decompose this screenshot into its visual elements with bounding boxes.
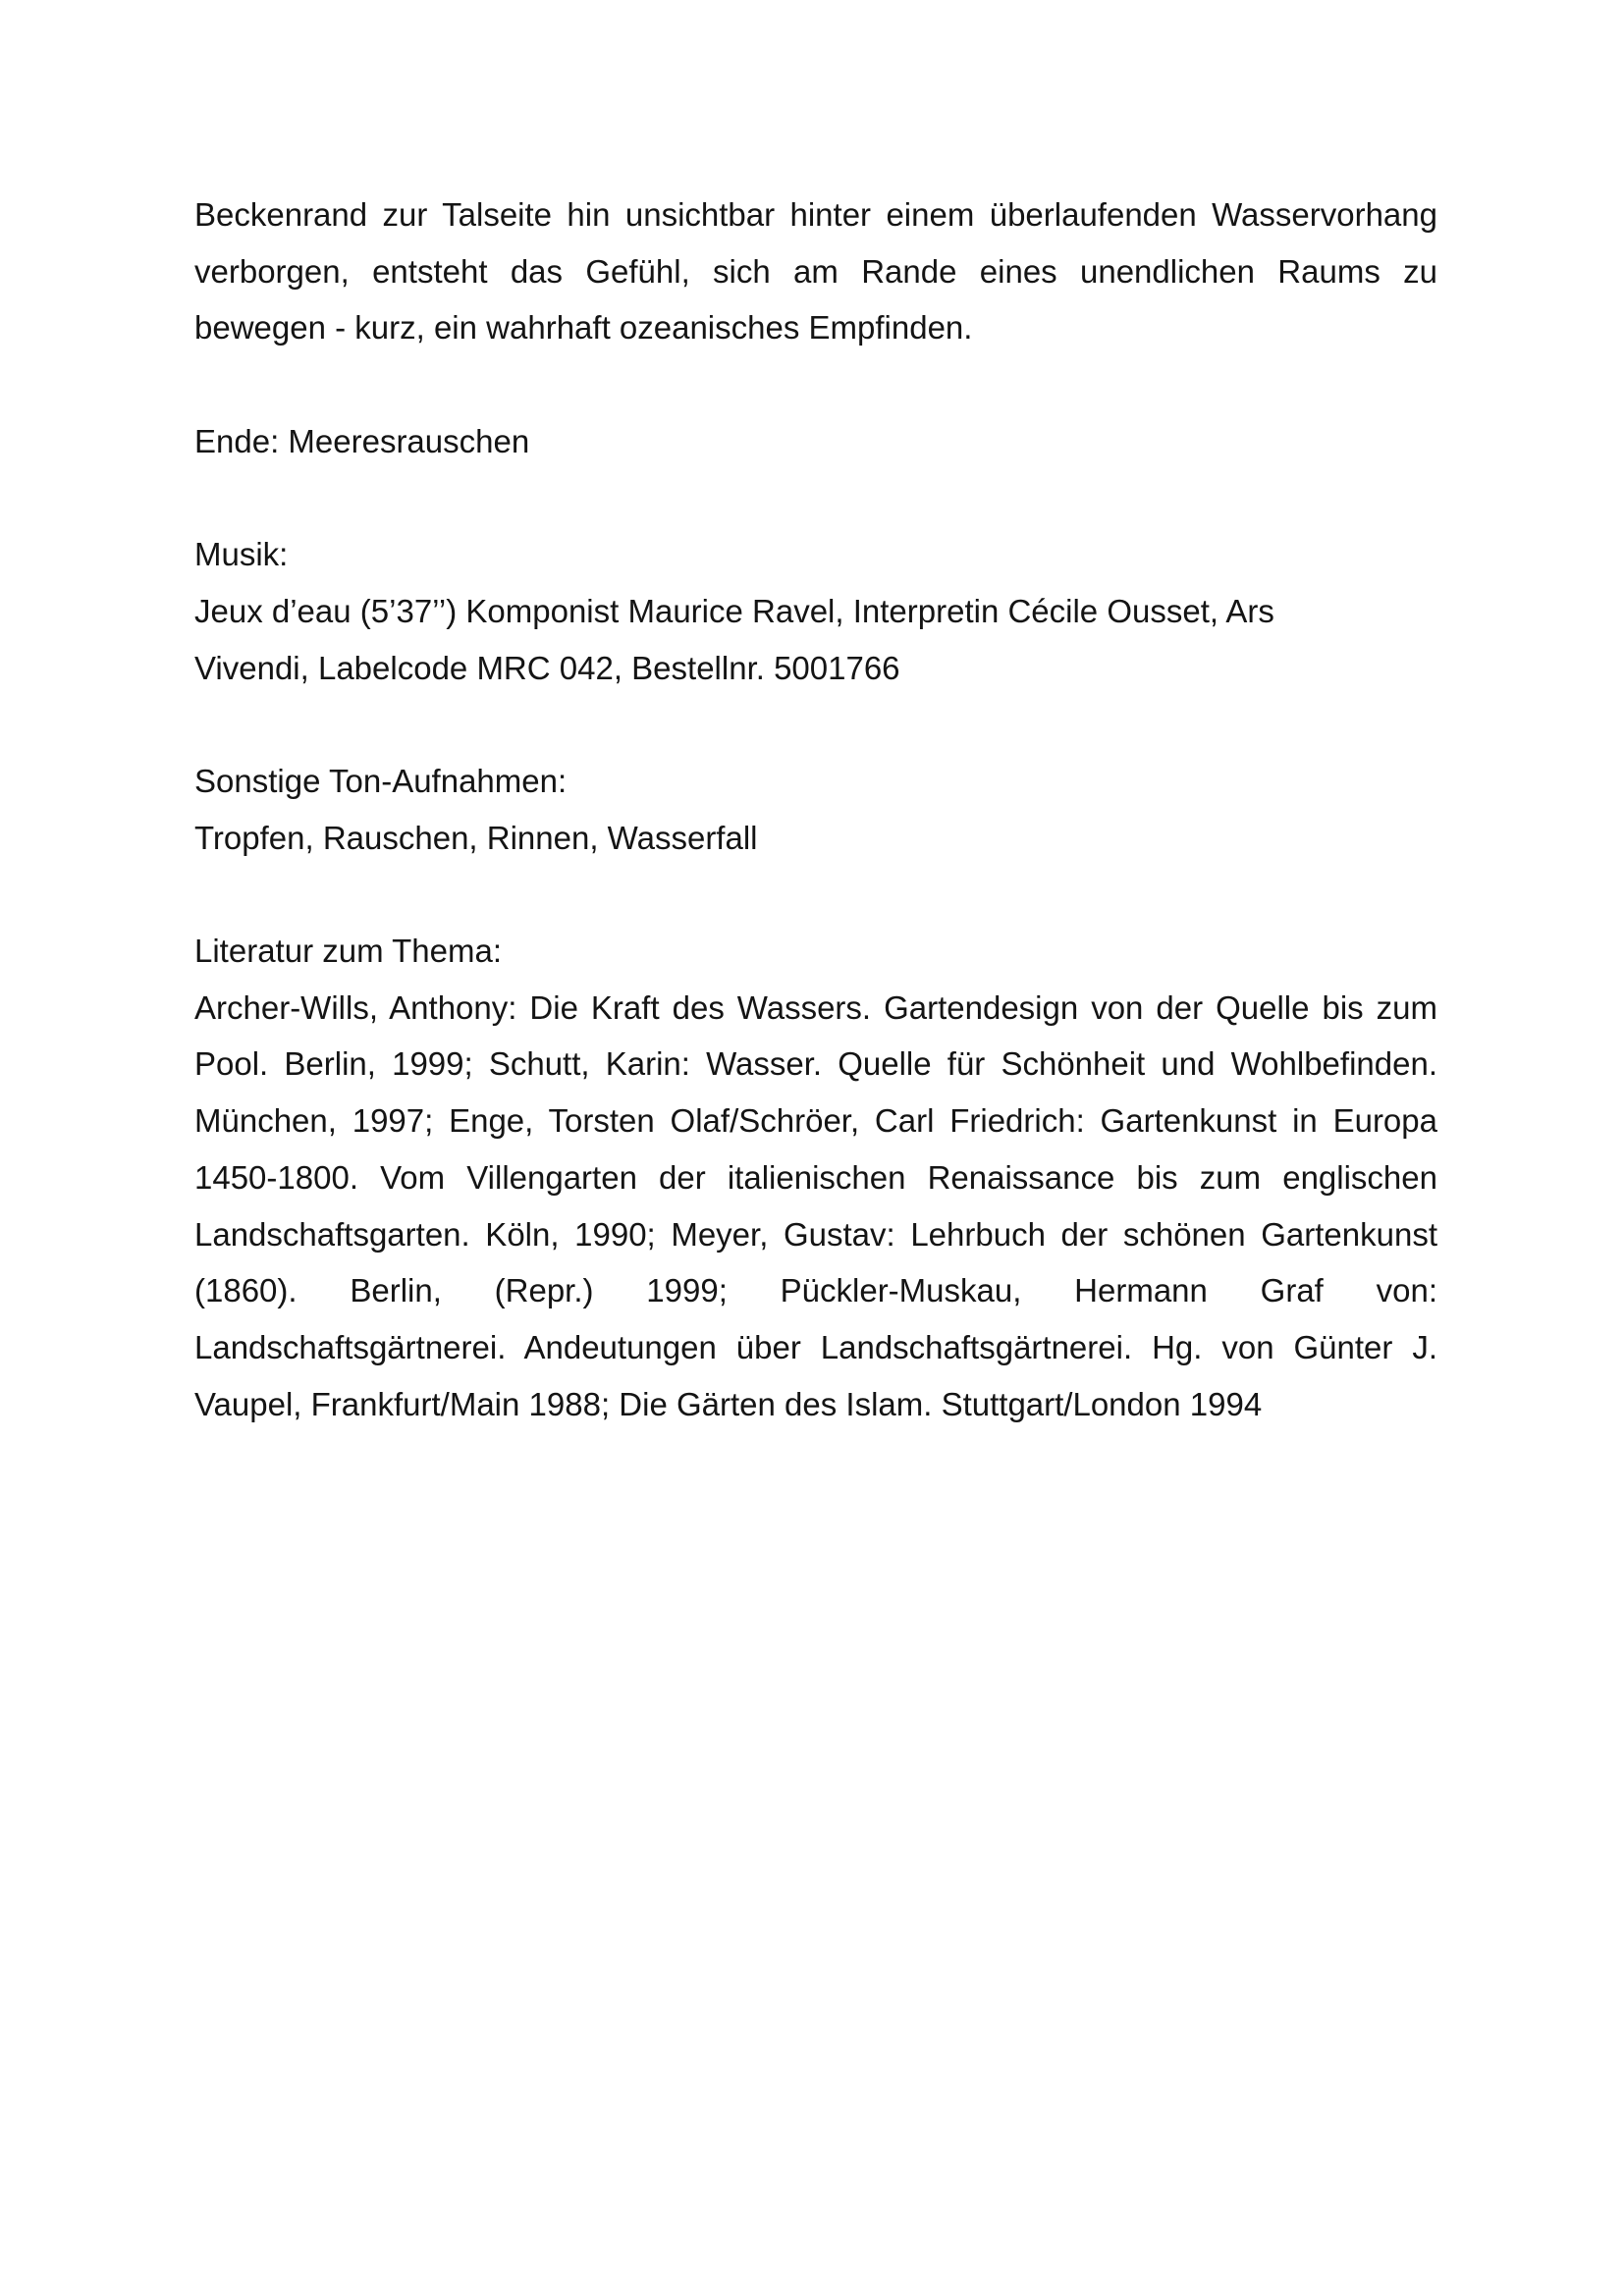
musik-heading: Musik: bbox=[194, 536, 289, 573]
ende-line: Ende: Meeresrauschen bbox=[194, 422, 530, 459]
literatur-heading: Literatur zum Thema: bbox=[194, 933, 503, 970]
musik-section bbox=[194, 526, 1437, 696]
musik-line-1: Jeux d’eau (5’37’’) Komponist Maurice Ravel, Interpretin Cécile Ousset, Ars bbox=[194, 592, 1274, 629]
document-content bbox=[194, 187, 1437, 1432]
sonstige-section bbox=[194, 753, 1437, 866]
sonstige-heading: Sonstige Ton-Aufnahmen: bbox=[194, 762, 568, 799]
musik-line-2: Vivendi, Labelcode MRC 042, Bestellnr. 5001766 bbox=[194, 649, 900, 686]
sonstige-items: Tropfen, Rauschen, Rinnen, Wasserfall bbox=[194, 819, 758, 856]
literatur-section bbox=[194, 923, 1437, 1432]
literatur-text: Archer-Wills, Anthony: Die Kraft des Wassers. Gartendesign von der Quelle bis zum Pool. Berlin, 1999; Schutt, Karin: Wasser. Quelle für Schönheit und Wohlbefinden. München, 1997; Enge, Torsten Olaf/Schröer, Carl Friedrich: Gartenkunst in Europa 1450-1800. Vom Villengarten der italienischen Renaissance bis zum englischen Landschaftsgarten. Köln, 1990; Meyer, Gustav: Lehrbuch der schönen Gartenkunst (1860). Berlin, (Repr.) 1999; Pückler-Muskau, Hermann Graf von: Landschaftsgärtnerei. Andeutungen über Landschaftsgärtnerei. Hg. von Günter J. Vaupel, Frankfurt/Main 1988; Die Gärten des Islam. Stuttgart/London 1994 bbox=[194, 988, 1437, 1422]
intro-paragraph: Beckenrand zur Talseite hin unsichtbar hinter einem überlaufenden Wasservorhang verborgen, entsteht das Gefühl, sich am Rande eines unendlichen Raums zu bewegen - kurz, ein wahrhaft ozeanisches Empfinden. bbox=[194, 196, 1437, 347]
